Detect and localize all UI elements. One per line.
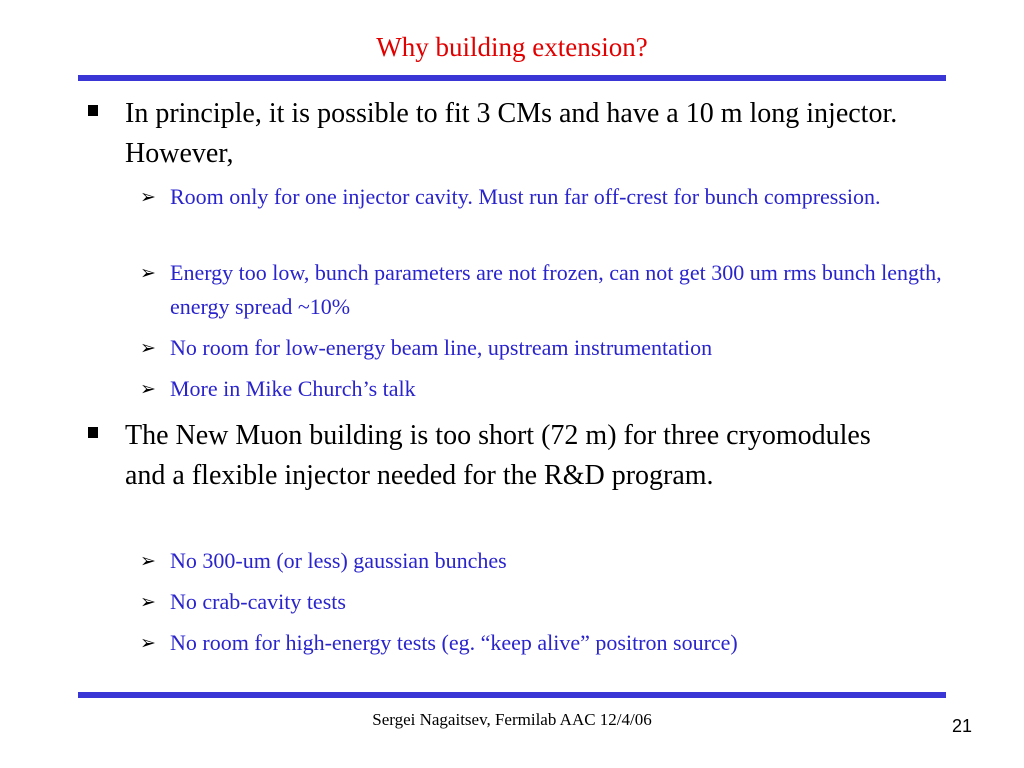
sub-bullet-item [140,626,950,660]
sub-bullet-text: No 300-um (or less) gaussian bunches [170,548,507,573]
arrow-bullet-icon: ➢ [140,378,156,400]
sub-bullet-text: More in Mike Church’s talk [170,376,416,401]
sub-bullet-item [140,180,950,214]
sub-bullet-item [140,331,950,365]
sub-bullet-item [140,585,950,619]
sub-bullet-text: No room for low-energy beam line, upstream instrumentation [170,335,713,360]
title-divider [78,75,946,81]
arrow-bullet-icon: ➢ [140,262,156,284]
bullet-text: The New Muon building is too short (72 m) for three cryomodules and a flexible injector needed for the R&D program. [125,420,871,491]
footer-credit: Sergei Nagaitsev, Fermilab AAC 12/4/06 [372,710,652,729]
footer-divider [78,692,946,698]
sub-bullet-text: Energy too low, bunch parameters are not frozen, can not get 300 um rms bunch length, energy spread ~10% [170,260,942,319]
sub-bullet-text: Room only for one injector cavity. Must run far off-crest for bunch compression. [170,184,881,209]
square-bullet-icon [88,427,98,438]
arrow-bullet-icon: ➢ [140,337,156,359]
slide-title: Why building extension? [376,32,648,62]
sub-bullet-text: No crab-cavity tests [170,589,346,614]
square-bullet-icon [88,105,98,116]
sub-bullet-text: No room for high-energy tests (eg. “keep alive” positron source) [170,630,738,655]
arrow-bullet-icon: ➢ [140,550,156,572]
sub-bullet-item [140,372,950,406]
arrow-bullet-icon: ➢ [140,186,156,208]
page-number: 21 [952,716,973,736]
bullet-item [125,94,905,174]
arrow-bullet-icon: ➢ [140,591,156,613]
sub-bullet-item [140,544,950,578]
bullet-item [125,416,905,496]
bullet-text: In principle, it is possible to fit 3 CMs and have a 10 m long injector. However, [125,98,898,169]
sub-bullet-item [140,256,950,324]
arrow-bullet-icon: ➢ [140,632,156,654]
